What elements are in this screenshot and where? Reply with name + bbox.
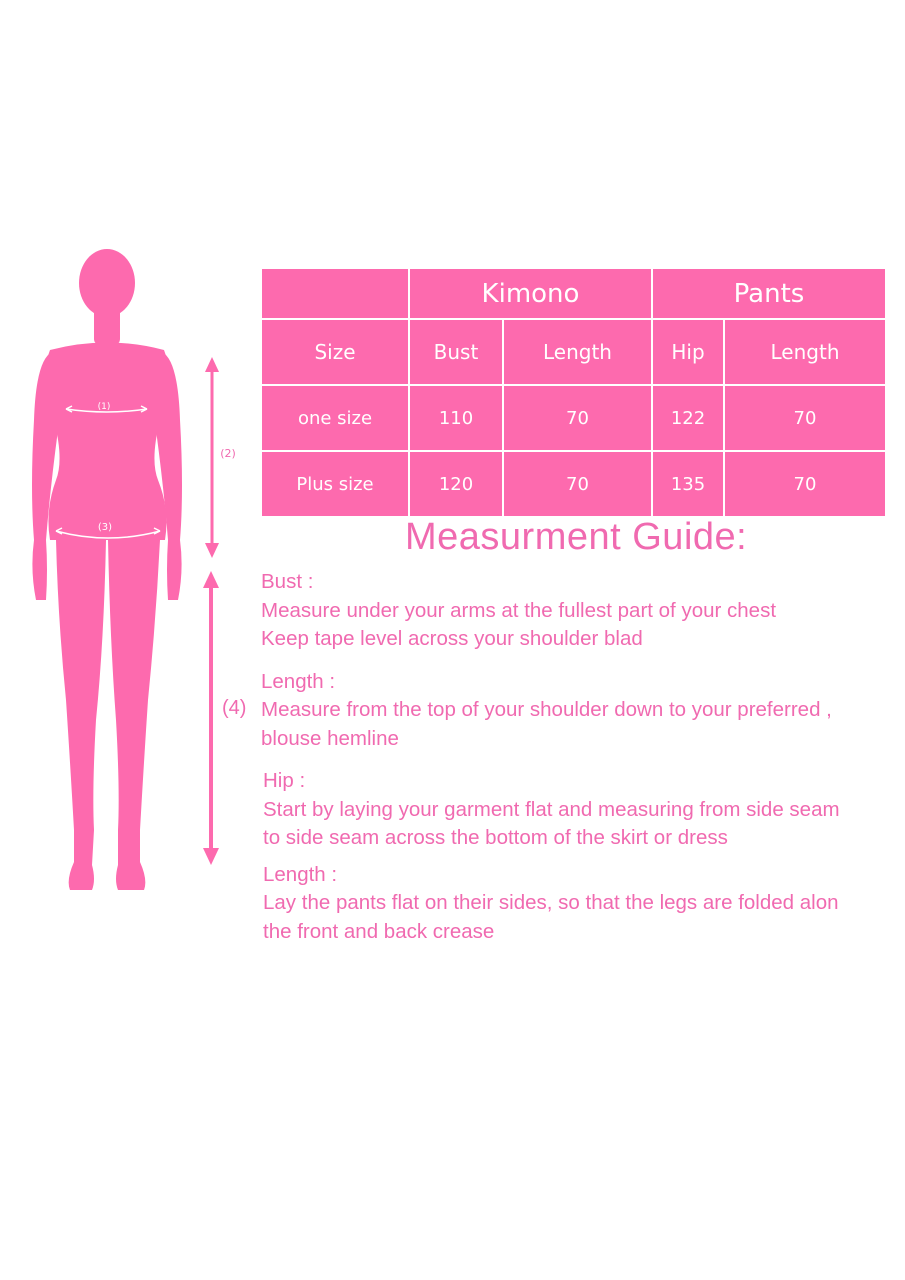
guide-title: Measurment Guide: bbox=[405, 516, 748, 558]
table-row bbox=[261, 451, 886, 517]
guide-text: the front and back crease bbox=[263, 919, 495, 943]
guide-text: Measure from the top of your shoulder down to your preferred , bbox=[261, 698, 832, 721]
guide-text: blouse hemline bbox=[261, 726, 399, 750]
marker-1-label: (1) bbox=[97, 402, 111, 412]
table-column-header-row bbox=[261, 319, 886, 385]
size-cell: one size bbox=[261, 385, 409, 451]
table-group-header-row bbox=[261, 268, 886, 319]
pants-group-header: Pants bbox=[652, 268, 886, 319]
kimono-length-column-header: Length bbox=[503, 319, 652, 385]
marker-3-label: (3) bbox=[97, 522, 113, 533]
body-figure bbox=[0, 0, 260, 1280]
hip-cell: 135 bbox=[652, 451, 724, 517]
pants-length-column-header: Length bbox=[724, 319, 886, 385]
kimono-group-header: Kimono bbox=[409, 268, 652, 319]
guide-text: Start by laying your garment flat and measuring from side seam bbox=[263, 797, 840, 821]
pants-length-cell: 70 bbox=[724, 385, 886, 451]
bust-cell: 110 bbox=[409, 385, 503, 451]
marker-4-label: (4) bbox=[222, 697, 247, 719]
pants-length-cell: 70 bbox=[724, 451, 886, 517]
bust-column-header: Bust bbox=[409, 319, 503, 385]
guide-text: to side seam across the bottom of the skirt or dress bbox=[263, 826, 728, 849]
guide-text: Measure under your arms at the fullest part of your chest bbox=[261, 598, 777, 622]
guide-text: Keep tape level across your shoulder blad bbox=[261, 627, 643, 650]
marker-2-label: (2) bbox=[220, 447, 236, 460]
kimono-length-cell: 70 bbox=[503, 451, 652, 517]
kimono-length-arrow-icon bbox=[205, 357, 219, 558]
size-chart-table bbox=[260, 267, 887, 518]
guide-heading: Length : bbox=[261, 669, 336, 693]
table-corner-cell bbox=[261, 268, 409, 319]
hip-column-header: Hip bbox=[652, 319, 724, 385]
size-column-header: Size bbox=[261, 319, 409, 385]
measurement-guide bbox=[261, 568, 901, 960]
guide-section-hip bbox=[263, 767, 901, 853]
guide-section-bust bbox=[261, 568, 901, 654]
kimono-length-cell: 70 bbox=[503, 385, 652, 451]
table-row bbox=[261, 385, 886, 451]
female-body-silhouette-icon bbox=[32, 249, 182, 890]
guide-heading: Bust : bbox=[261, 570, 314, 593]
guide-heading: Hip : bbox=[263, 769, 306, 792]
pants-length-arrow-icon bbox=[203, 571, 219, 865]
guide-heading: Length : bbox=[263, 862, 338, 886]
size-cell: Plus size bbox=[261, 451, 409, 517]
bust-cell: 120 bbox=[409, 451, 503, 517]
guide-text: Lay the pants flat on their sides, so that the legs are folded alon bbox=[263, 891, 839, 914]
guide-section-kimono-length bbox=[261, 668, 901, 754]
hip-cell: 122 bbox=[652, 385, 724, 451]
guide-section-pants-length bbox=[263, 861, 901, 947]
